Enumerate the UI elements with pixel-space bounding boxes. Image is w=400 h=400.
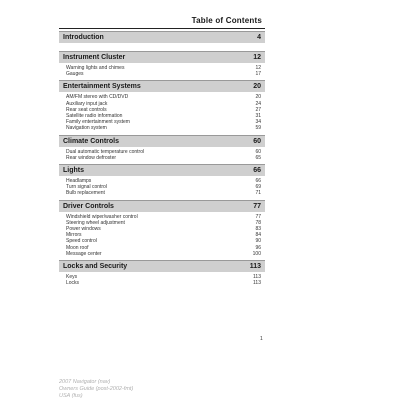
entry-page: 77 — [255, 213, 261, 220]
section-entries — [59, 147, 265, 164]
section-header[interactable] — [59, 135, 265, 147]
toc-entry[interactable] — [66, 251, 261, 257]
section-header[interactable] — [59, 200, 265, 212]
entry-label: Auxiliary input jack — [66, 100, 108, 107]
table-of-contents — [59, 31, 265, 289]
entry-label: Navigation system — [66, 125, 107, 132]
entry-page: 27 — [255, 106, 261, 113]
section-header[interactable] — [59, 31, 265, 43]
footer-line-3: USA (fus) — [59, 393, 83, 399]
entry-label: Family entertainment system — [66, 119, 130, 126]
section-entries — [59, 43, 265, 51]
section-header[interactable] — [59, 164, 265, 176]
toc-entry[interactable] — [66, 190, 261, 196]
entry-label: Satellite radio information — [66, 113, 123, 120]
title-divider — [59, 28, 265, 29]
entry-page: 96 — [255, 244, 261, 251]
entry-label: Steering wheel adjustment — [66, 219, 125, 226]
section-page: 4 — [257, 34, 261, 41]
entry-label: Dual automatic temperature control — [66, 148, 145, 155]
section-title: Entertainment Systems — [63, 83, 141, 91]
entry-page: 78 — [255, 219, 261, 226]
section-header[interactable] — [59, 260, 265, 272]
toc-entry[interactable] — [66, 280, 261, 286]
section-page: 12 — [253, 54, 261, 61]
entry-label: Headlamps — [66, 178, 92, 185]
entry-page: 34 — [255, 119, 261, 126]
entry-label: Rear window defroster — [66, 154, 117, 161]
entry-page: 66 — [255, 178, 261, 185]
section-title: Lights — [63, 167, 84, 175]
entry-page: 31 — [255, 113, 261, 120]
section-page: 113 — [249, 263, 261, 271]
section-title: Instrument Cluster — [63, 54, 126, 61]
entry-page: 71 — [255, 190, 261, 197]
section-header[interactable] — [59, 80, 265, 92]
entry-page: 60 — [255, 148, 261, 155]
section-entries — [59, 272, 265, 289]
entry-label: Bulb replacement — [66, 190, 105, 197]
entry-page: 100 — [252, 250, 261, 257]
entry-page: 84 — [255, 232, 261, 239]
section-title: Climate Controls — [63, 137, 120, 145]
section-page: 20 — [253, 83, 261, 91]
entry-page: 90 — [255, 238, 261, 245]
entry-label: Turn signal control — [66, 184, 107, 191]
entry-label: Windshield wiper/washer control — [66, 213, 138, 220]
toc-entry[interactable] — [66, 155, 261, 161]
section-title: Introduction — [63, 34, 104, 41]
section-page: 77 — [253, 202, 261, 210]
page-number: 1 — [260, 336, 263, 342]
footer-line-2: Owners Guide (post-2002-fmt) — [59, 386, 134, 392]
entry-label: Speed control — [66, 238, 97, 245]
entry-page: 12 — [255, 65, 261, 71]
entry-page: 83 — [255, 226, 261, 233]
entry-page: 113 — [253, 280, 261, 287]
section-entries — [59, 92, 265, 134]
entry-label: AM/FM stereo with CD/DVD — [66, 94, 129, 101]
entry-label: Gauges — [66, 71, 84, 78]
section-header[interactable] — [59, 51, 265, 63]
entry-label: Power windows — [66, 226, 101, 233]
page-title: Table of Contents — [191, 16, 262, 25]
entry-page: 113 — [253, 274, 261, 281]
footer-line-1: 2007 Navigator (nav) — [59, 379, 111, 385]
entry-label: Warning lights and chimes — [66, 65, 125, 71]
entry-page: 69 — [255, 184, 261, 191]
section-page: 66 — [253, 167, 261, 175]
entry-label: Message center — [66, 250, 102, 257]
section-entries — [59, 63, 265, 80]
entry-page: 20 — [255, 94, 261, 101]
entry-page: 17 — [255, 71, 261, 78]
toc-entry[interactable] — [66, 71, 261, 77]
entry-page: 65 — [255, 154, 261, 161]
entry-page: 59 — [255, 125, 261, 132]
section-title: Driver Controls — [63, 202, 114, 210]
section-entries — [59, 176, 265, 200]
section-title: Locks and Security — [63, 263, 128, 271]
footer — [59, 379, 133, 400]
entry-label: Moon roof — [66, 244, 89, 251]
entry-page: 24 — [255, 100, 261, 107]
entry-label: Rear seat controls — [66, 106, 107, 113]
section-entries — [59, 212, 265, 260]
entry-label: Mirrors — [66, 232, 82, 239]
entry-label: Keys — [66, 274, 78, 281]
section-page: 60 — [253, 137, 261, 145]
entry-label: Locks — [66, 280, 80, 287]
toc-entry[interactable] — [66, 125, 261, 131]
